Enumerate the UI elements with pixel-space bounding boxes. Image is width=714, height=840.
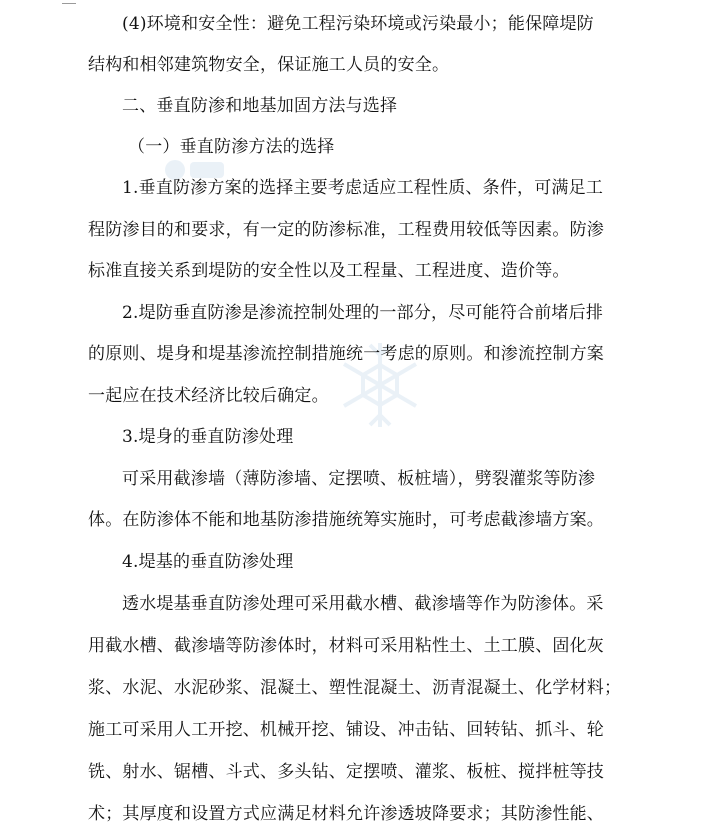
paragraph-line: 可采用截渗墙（薄防渗墙、定摆喷、板桩墙），劈裂灌浆等防渗 [122, 469, 596, 489]
subsection-heading: （一）垂直防渗方法的选择 [128, 137, 335, 157]
paragraph-line: 结构和相邻建筑物安全，保证施工人员的安全。 [88, 55, 450, 75]
paragraph-line: 铣、射水、锯槽、斗式、多头钻、定摆喷、灌浆、板桩、搅拌桩等技 [88, 762, 604, 782]
section-subheading: 4.堤基的垂直防渗处理 [122, 552, 294, 572]
page-corner-mark [62, 0, 76, 4]
paragraph-line: 一起应在技术经济比较后确定。 [88, 386, 329, 406]
paragraph-line: 透水堤基垂直防渗处理可采用截水槽、截渗墙等作为防渗体。采 [122, 594, 604, 614]
paragraph-line: 用截水槽、截渗墙等防渗体时，材料可采用粘性土、土工膜、固化灰 [88, 636, 604, 656]
paragraph-line: 施工可采用人工开挖、机械开挖、铺设、冲击钻、回转钻、抓斗、轮 [88, 720, 604, 740]
section-heading: 二、垂直防渗和地基加固方法与选择 [122, 96, 398, 116]
paragraph-line: 1.垂直防渗方案的选择主要考虑适应工程性质、条件，可满足工 [122, 178, 604, 198]
paragraph-line: 2.堤防垂直防渗是渗流控制处理的一部分，尽可能符合前堵后排 [122, 303, 604, 323]
paragraph-line: 的原则、堤身和堤基渗流控制措施统一考虑的原则。和渗流控制方案 [88, 344, 604, 364]
paragraph-line: (4)环境和安全性：避免工程污染环境或污染最小；能保障堤防 [122, 14, 594, 34]
paragraph-line: 术；其厚度和设置方式应满足材料允许渗透坡降要求；其防渗性能、 [88, 804, 604, 824]
paragraph-line: 标准直接关系到堤防的安全性以及工程量、工程进度、造价等。 [88, 261, 570, 281]
paragraph-line: 体。在防渗体不能和地基防渗措施统筹实施时，可考虑截渗墙方案。 [88, 510, 604, 530]
section-subheading: 3.堤身的垂直防渗处理 [122, 427, 294, 447]
paragraph-line: 程防渗目的和要求，有一定的防渗标准，工程费用较低等因素。防渗 [88, 220, 604, 240]
paragraph-line: 浆、水泥、水泥砂浆、混凝土、塑性混凝土、沥青混凝土、化学材料； [88, 678, 622, 698]
